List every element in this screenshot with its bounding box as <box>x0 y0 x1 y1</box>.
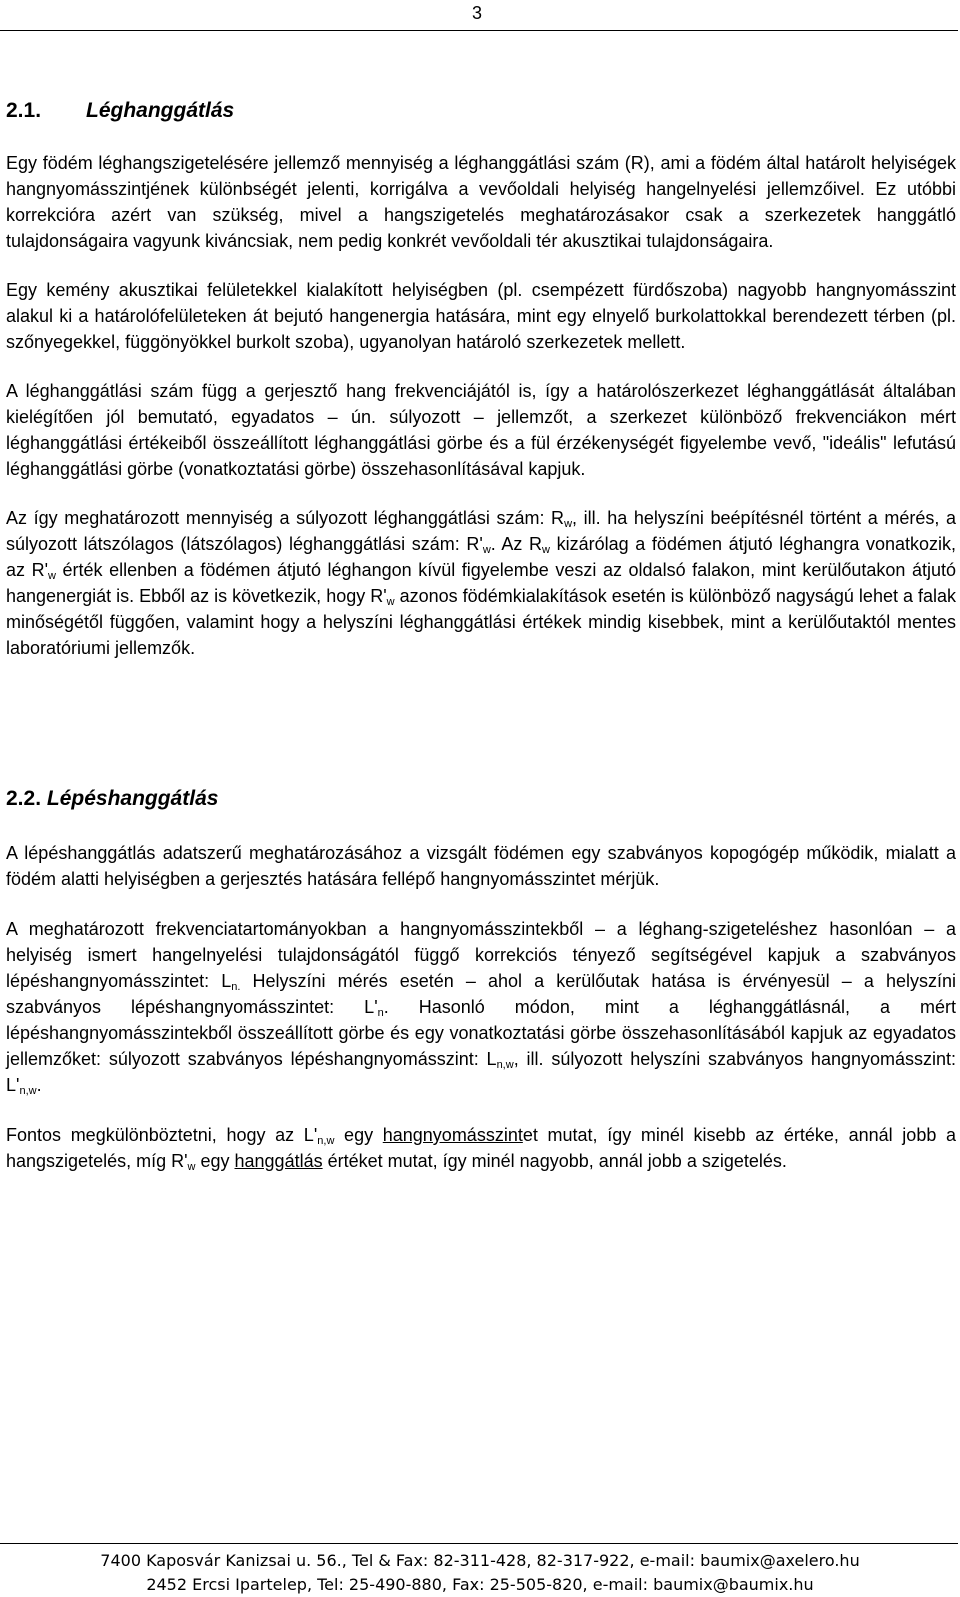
footer <box>0 1549 960 1597</box>
text-run: , ill. ha helyszíni beépítésnél történt a mérés, a súlyozott látszólagos (látszólagos) léghanggátlási szám: R' <box>6 508 956 554</box>
footer-address-line: 2452 Ercsi Ipartelep, Tel: 25-490-880, Fax: 25-505-820, e-mail: baumix@baumix.hu <box>146 1575 814 1594</box>
text-run: érték ellenben a födémen átjutó léghangon kívül figyelembe veszi az oldalsó falakon, mint kerülőutakon átjutó hangenergiát is. Ebből az is következik, hogy R' <box>6 560 956 606</box>
section-title: Lépéshanggátlás <box>46 787 219 810</box>
paragraph: A léghanggátlási szám függ a gerjesztő hang frekvenciájától is, így a határolószerkezet léghanggátlását általában kielégítően jól bemutató, egyadatos – ún. súlyozott – jellemzőt, a szerkezet különböző frekvenciákon mért léghanggátlási értékeiből összeállított léghanggátlási görbe és a fül érzékenységét figyelembe vevő, "ideális" lefutású léghanggátlási görbe (vonatkoztatási görbe) összehasonlításával kapjuk. <box>6 381 956 479</box>
text-run: egy <box>334 1125 383 1145</box>
paragraph: Egy födém léghangszigetelésére jellemző mennyiség a léghanggátlási szám (R), ami a födém által határolt helyiségek hangnyomásszintjének különbségét jelenti, korrigálva a vevőoldali helyiség hangelnyelési jellemzőivel. Ez utóbbi korrekcióra azért van szükség, mivel a hangszigetelés meghatározásakor csak a szerkezetek hanggátló tulajdonságaira vagyunk kiváncsiak, nem pedig konkrét vevőoldali tér akusztikai tulajdonságaira. <box>6 153 956 251</box>
subscript: n <box>377 1007 384 1019</box>
text-run: . Hasonló módon, mint a léghanggátlásnál, a mért lépéshangnyomásszintekből összeállított görbe és egy vonatkoztatási görbe összehasonlításából kapjuk az egyadatos jellemzőket: súlyozott szabványos lépéshangnyomásszint: L <box>6 997 956 1069</box>
text-run: egy <box>195 1151 235 1171</box>
text-run: kizárólag a födémen átjutó léghangra vonatkozik, az R' <box>6 534 957 580</box>
underlined-term: hangnyomásszint <box>382 1125 523 1145</box>
section-heading-2-1 <box>6 96 956 126</box>
text-run: et mutat, így minél kisebb az értéke, annál jobb a hangszigetelés, míg R' <box>6 1125 957 1171</box>
text-run: értéket mutat, így minél nagyobb, annál jobb a szigetelés. <box>322 1151 787 1171</box>
header-rule <box>0 30 958 31</box>
subscript: n. <box>231 981 241 993</box>
text-run: . <box>36 1075 42 1095</box>
subscript: n,w <box>317 1135 335 1147</box>
text-run: Az így meghatározott mennyiség a súlyozott léghanggátlási szám: R <box>6 508 565 528</box>
subscript: n,w <box>496 1059 514 1071</box>
text-run: azonos födémkialakítások esetén is különböző nagyságú lehet a falak minőségétől függően, valamint hogy a helyszíni léghanggátlási értékek mindig kisebbek, mint a kerülőutaktól mentes laboratóriumi jellemzők. <box>6 586 956 658</box>
subscript: w <box>542 544 550 556</box>
subscript: w <box>482 544 491 556</box>
text-run: . Az R <box>490 534 543 554</box>
document-body <box>6 96 956 1174</box>
section-title: Léghanggátlás <box>86 99 235 122</box>
footer-rule <box>0 1543 958 1544</box>
section-heading-2-2 <box>6 784 956 814</box>
text-run: , ill. súlyozott helyszíni szabványos hangnyomásszint: L' <box>6 1049 957 1095</box>
subscript: w <box>48 570 56 582</box>
text-run: A meghatározott frekvenciatartományokban a hangnyomásszintekből – a léghang-szigeteléshez hasonlóan – a helyiség ismert hangelnyelési tulajdonságától függő korrekciós tényező segítségével kapjuk a szabványos lépéshangnyomásszintet: L <box>6 919 956 991</box>
paragraph: Egy kemény akusztikai felületekkel kialakított helyiségben (pl. csempézett fürdőszoba) nagyobb hangnyomásszint alakul ki a határolófelületeken át bejutó hangenergia hatására, mint egy elnyelő burkolattokkal berendezett térben (pl. szőnyegekkel, függönyökkel burkolt szoba), ugyanolyan határoló szerkezetek mellett. <box>6 280 956 352</box>
subscript: w <box>187 1161 196 1173</box>
subscript: w <box>386 596 395 608</box>
paragraph <box>6 1122 956 1174</box>
paragraph <box>6 916 956 1098</box>
section-number: 2.2. <box>6 787 42 810</box>
subscript: w <box>564 518 573 530</box>
footer-address-line: 7400 Kaposvár Kanizsai u. 56., Tel & Fax: 82-311-428, 82-317-922, e-mail: baumix@axelero.hu <box>100 1551 860 1570</box>
subscript: n,w <box>19 1085 37 1097</box>
section-number: 2.1. <box>6 99 42 122</box>
text-run: Fontos megkülönböztetni, hogy az L' <box>6 1125 318 1145</box>
paragraph: A lépéshanggátlás adatszerű meghatározásához a vizsgált födémen egy szabványos kopogógép működik, mialatt a födém alatti helyiségben a gerjesztés hatására fellépő hangnyomásszintet mérjük. <box>6 843 956 889</box>
paragraph <box>6 505 956 661</box>
underlined-term: hanggátlás <box>234 1151 323 1171</box>
page-number: 3 <box>472 3 483 23</box>
text-run: Helyszíni mérés esetén – ahol a kerülőutak hatása is érvényesül – a helyszíni szabványos lépéshangnyomásszintet: L' <box>6 971 956 1017</box>
